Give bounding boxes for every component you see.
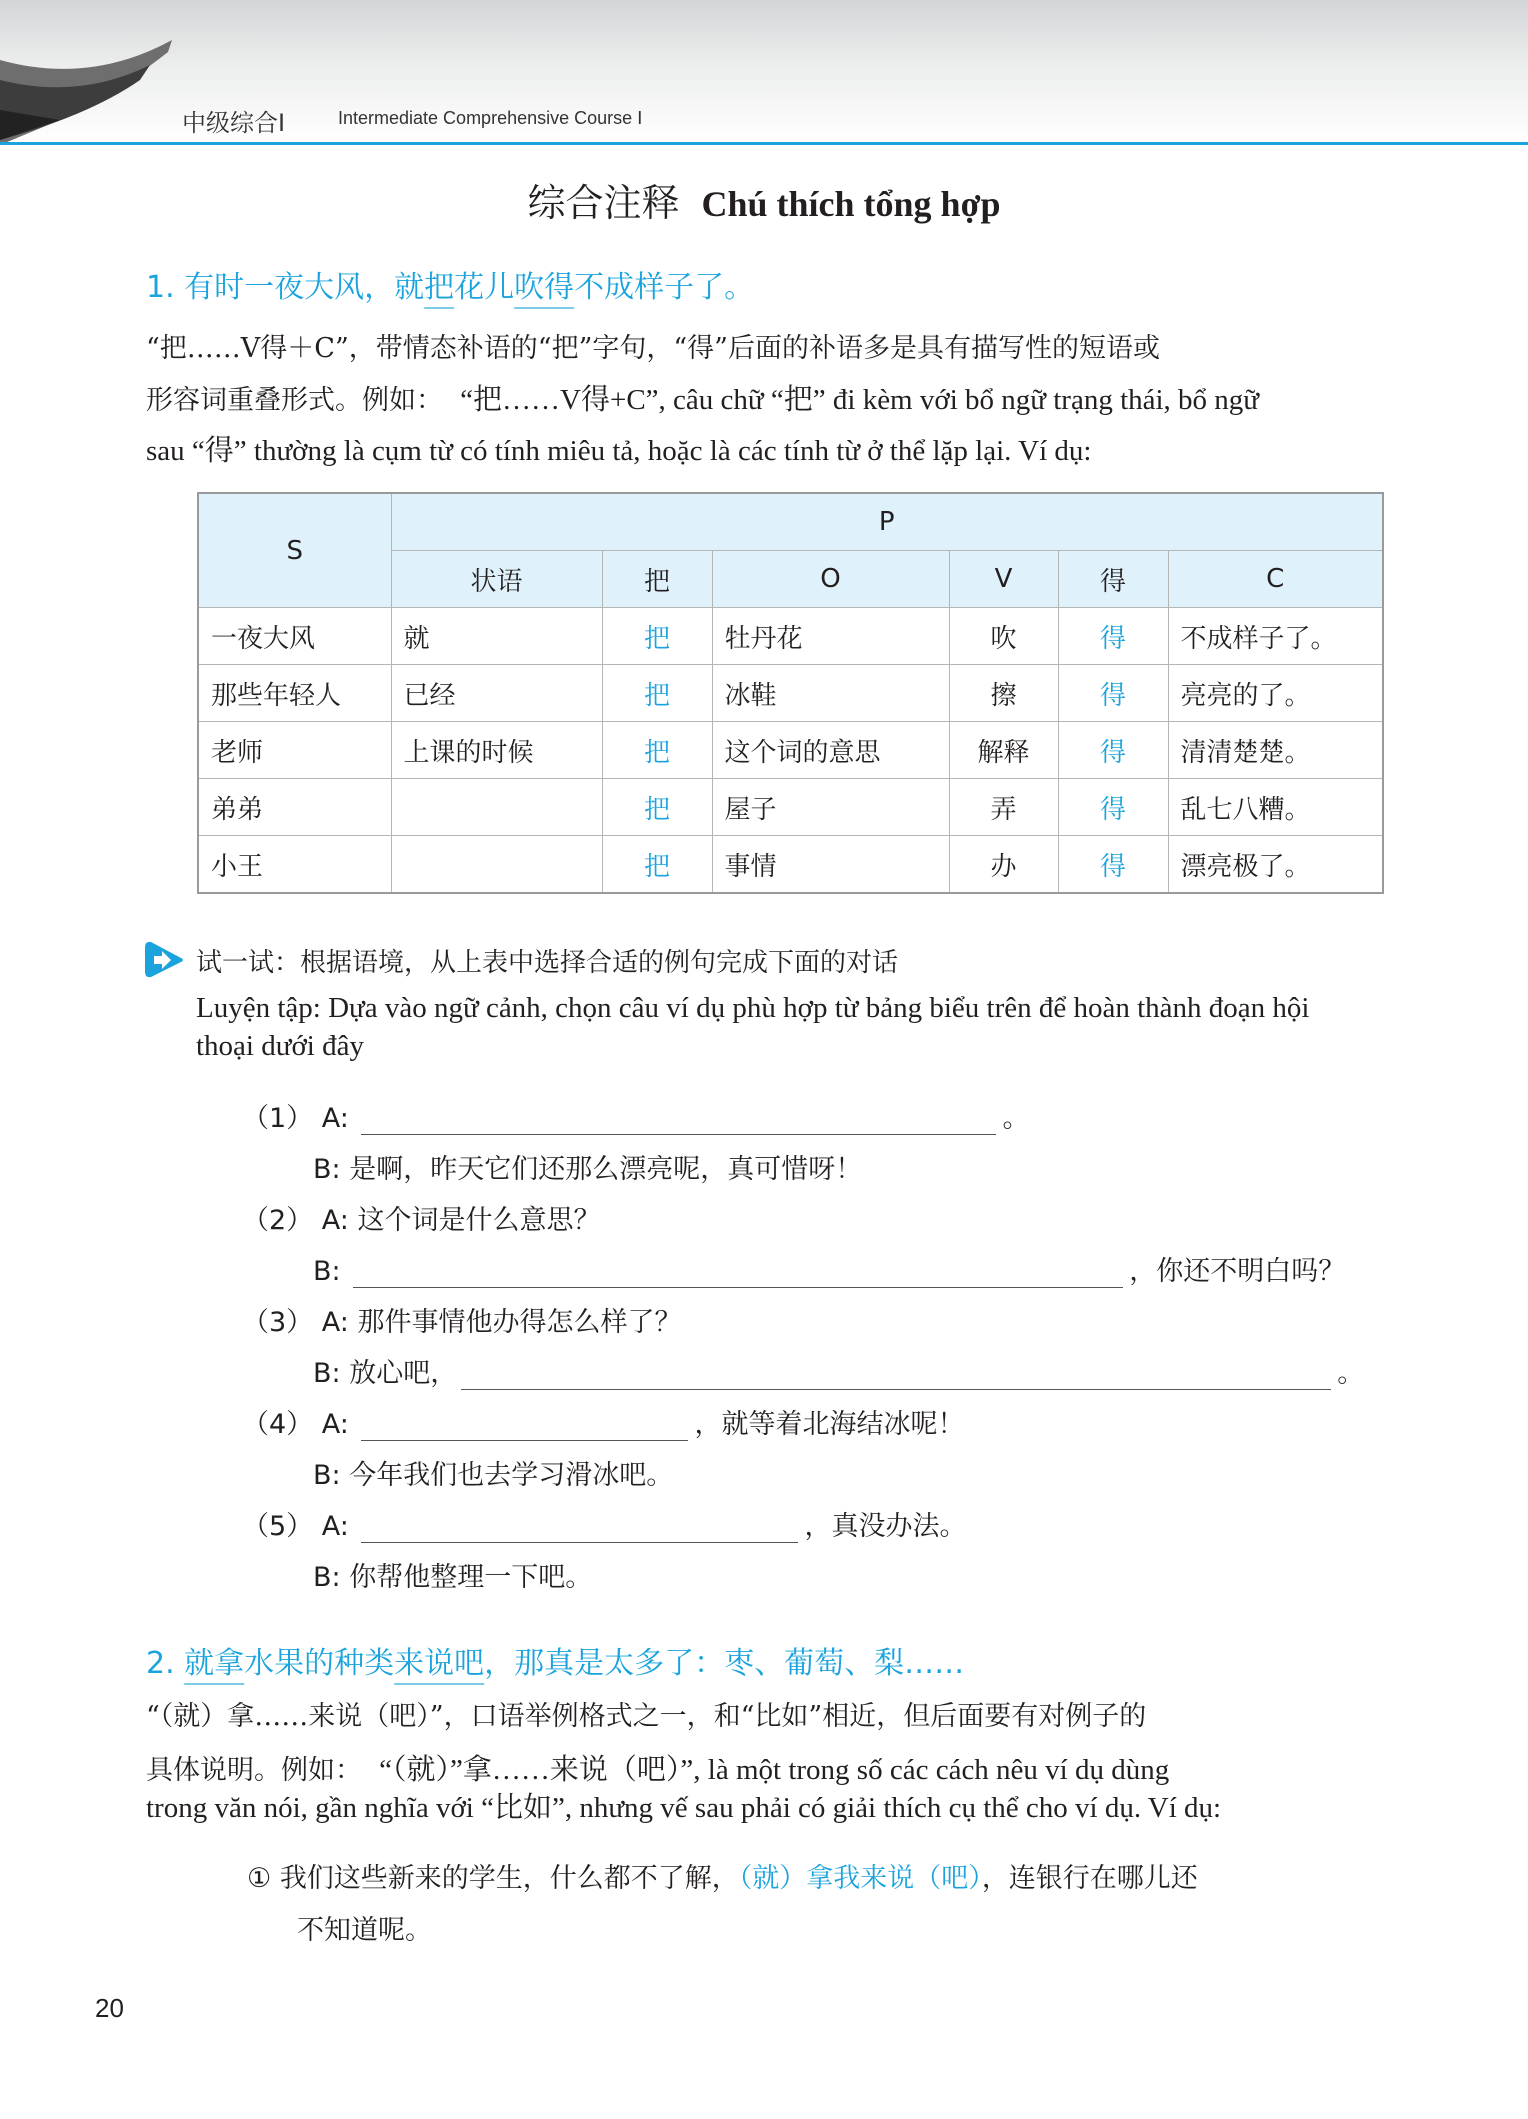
- dialogue-line: [313, 1147, 862, 1186]
- cell-adv: 就: [391, 608, 602, 665]
- answer-blank-1[interactable]: [361, 1104, 996, 1135]
- page-title: [0, 172, 1528, 227]
- cell-v: 办: [949, 836, 1058, 894]
- cell-v: 弄: [949, 779, 1058, 836]
- example-text: 不知道呢。: [297, 1915, 432, 1946]
- explanation-vn: sau “得” thường là cụm từ có tính miêu tả, hoặc là các tính từ ở thể lặp lại. Ví dụ:: [146, 435, 1092, 467]
- explanation-line: [146, 1747, 1169, 1788]
- dialogue-number: （5）: [242, 1511, 314, 1542]
- practice-instruction-vn: Luyện tập: Dựa vào ngữ cảnh, chọn câu ví dụ phù hợp từ bảng biểu trên để hoàn thành đoạn hội: [196, 992, 1310, 1024]
- header-divider: [0, 142, 1528, 145]
- dialogue-line: [242, 1198, 600, 1237]
- cell-ba: 把: [602, 608, 712, 665]
- cell-o: 牡丹花: [712, 608, 949, 665]
- cell-o: 冰鞋: [712, 665, 949, 722]
- header-p: P: [391, 493, 1383, 551]
- col-header: C: [1168, 551, 1383, 608]
- table-row: [198, 836, 1383, 894]
- cell-de: 得: [1058, 608, 1168, 665]
- explanation-line: [146, 428, 1091, 469]
- speaker-a: A:: [321, 1307, 349, 1338]
- table-row: [198, 665, 1383, 722]
- dialogue-line: [242, 1504, 966, 1543]
- explanation-line: “（就）拿……来说（吧）”，口语举例格式之一，和“比如”相近，但后面要有对例子的: [146, 1701, 1147, 1732]
- dialogue-number: （2）: [242, 1205, 314, 1236]
- cell-adv: [391, 836, 602, 894]
- dialogue-text: 。: [1337, 1358, 1365, 1389]
- dialogue-line: [313, 1351, 1364, 1390]
- section2-heading: [146, 1638, 964, 1682]
- speaker-b: B:: [313, 1460, 341, 1491]
- speaker-b: B:: [313, 1154, 341, 1185]
- cell-adv: 已经: [391, 665, 602, 722]
- explanation-vn: “（就）”拿……来说（吧）”, là một trong số các cách nêu ví dụ dùng: [379, 1754, 1170, 1786]
- cell-c: 亮亮的了。: [1168, 665, 1383, 722]
- heading-number: 1.: [146, 270, 185, 305]
- dialogue-number: （4）: [242, 1409, 314, 1440]
- cell-de: 得: [1058, 665, 1168, 722]
- heading-number: 2.: [146, 1646, 185, 1681]
- cell-s: 小王: [198, 836, 391, 894]
- example-number: ①: [247, 1863, 272, 1894]
- cell-c: 漂亮极了。: [1168, 836, 1383, 894]
- example-sentence: [247, 1856, 1198, 1895]
- table-row: [198, 722, 1383, 779]
- speaker-a: A:: [321, 1103, 349, 1134]
- arrow-right-icon: [143, 940, 185, 980]
- dialogue-text: 那件事情他办得怎么样了？: [357, 1307, 682, 1338]
- col-header: 得: [1058, 551, 1168, 608]
- heading-underlined: 就拿: [184, 1646, 245, 1681]
- dialogue-text: ，就等着北海结冰呢！: [694, 1409, 965, 1440]
- speaker-a: A:: [321, 1511, 349, 1542]
- course-title-cn: 中级综合Ⅰ: [182, 109, 286, 137]
- title-vn: Chú thích tổng hợp: [701, 184, 1001, 224]
- example-highlight: （就）拿我来说（吧）: [738, 1863, 982, 1894]
- heading-text: ，那真是太多了：枣、葡萄、梨……: [484, 1646, 965, 1681]
- explanation-line: “把……V得＋C”，带情态补语的“把”字句，“得”后面的补语多是具有描写性的短语或: [146, 333, 1160, 364]
- dialogue-line: [242, 1300, 681, 1339]
- pagoda-roof-image: [0, 40, 180, 145]
- explanation-cn: 形容词重叠形式。例如：: [146, 385, 443, 416]
- dialogue-text: 你帮他整理一下吧。: [349, 1562, 593, 1593]
- grammar-table: [197, 492, 1384, 894]
- example-text: 我们这些新来的学生，什么都不了解，: [279, 1863, 739, 1894]
- dialogue-line: [313, 1249, 1345, 1288]
- page-number: 20: [95, 1993, 124, 2023]
- dialogue-line: [313, 1555, 592, 1594]
- cell-c: 清清楚楚。: [1168, 722, 1383, 779]
- speaker-b: B:: [313, 1562, 341, 1593]
- answer-blank-4[interactable]: [361, 1410, 688, 1441]
- speaker-b: B:: [313, 1256, 341, 1287]
- cell-ba: 把: [602, 779, 712, 836]
- cell-c: 乱七八糟。: [1168, 779, 1383, 836]
- cell-v: 擦: [949, 665, 1058, 722]
- answer-blank-3[interactable]: [461, 1359, 1331, 1390]
- cell-adv: [391, 779, 602, 836]
- cell-de: 得: [1058, 722, 1168, 779]
- dialogue-number: （3）: [242, 1307, 314, 1338]
- col-header: 把: [602, 551, 712, 608]
- heading-underlined: 吹得: [514, 270, 575, 305]
- heading-text: 不成样子了。: [574, 270, 755, 305]
- practice-instruction-vn: thoại dưới đây: [196, 1030, 364, 1062]
- answer-blank-2[interactable]: [353, 1257, 1123, 1288]
- practice-instruction-cn: 试一试：根据语境，从上表中选择合适的例句完成下面的对话: [196, 948, 899, 978]
- answer-blank-5[interactable]: [361, 1512, 798, 1543]
- explanation-line: [146, 377, 1259, 418]
- course-title-en: Intermediate Comprehensive Course Ⅰ: [338, 108, 643, 128]
- cell-s: 那些年轻人: [198, 665, 391, 722]
- heading-text: 水果的种类: [244, 1646, 395, 1681]
- col-header: 状语: [391, 551, 602, 608]
- dialogue-text: 这个词是什么意思？: [357, 1205, 601, 1236]
- title-cn: 综合注释: [527, 181, 680, 225]
- dialogue-line: [242, 1096, 1029, 1135]
- cell-v: 解释: [949, 722, 1058, 779]
- cell-o: 屋子: [712, 779, 949, 836]
- cell-ba: 把: [602, 836, 712, 894]
- cell-ba: 把: [602, 665, 712, 722]
- dialogue-text: ，真没办法。: [804, 1511, 967, 1542]
- heading-text: 有时一夜大风，就: [184, 270, 425, 305]
- cell-s: 一夜大风: [198, 608, 391, 665]
- cell-s: 弟弟: [198, 779, 391, 836]
- col-header: V: [949, 551, 1058, 608]
- cell-c: 不成样子了。: [1168, 608, 1383, 665]
- cell-v: 吹: [949, 608, 1058, 665]
- cell-o: 事情: [712, 836, 949, 894]
- explanation-vn: “把……V得+C”, câu chữ “把” đi kèm với bổ ngữ trạng thái, bổ ngữ: [460, 384, 1260, 416]
- cell-de: 得: [1058, 836, 1168, 894]
- heading-underlined: 来说吧: [394, 1646, 485, 1681]
- cell-adv: 上课的时候: [391, 722, 602, 779]
- cell-s: 老师: [198, 722, 391, 779]
- section1-heading: [146, 262, 754, 306]
- speaker-a: A:: [321, 1409, 349, 1440]
- speaker-b: B:: [313, 1358, 341, 1389]
- dialogue-number: （1）: [242, 1103, 314, 1134]
- example-text: ，连银行在哪儿还: [981, 1863, 1198, 1894]
- dialogue-text: ，你还不明白吗？: [1129, 1256, 1346, 1287]
- cell-de: 得: [1058, 779, 1168, 836]
- dialogue-text: 。: [1002, 1103, 1030, 1134]
- dialogue-text: 放心吧，: [349, 1358, 458, 1389]
- explanation-cn: 具体说明。例如：: [146, 1755, 362, 1786]
- table-row: [198, 779, 1383, 836]
- explanation-vn: trong văn nói, gần nghĩa với “比如”, nhưng vế sau phải có giải thích cụ thể cho ví dụ. Ví dụ:: [146, 1792, 1222, 1824]
- header-s: S: [198, 493, 391, 608]
- speaker-a: A:: [321, 1205, 349, 1236]
- heading-underlined: 把: [424, 270, 455, 305]
- cell-ba: 把: [602, 722, 712, 779]
- dialogue-line: [242, 1402, 964, 1441]
- cell-o: 这个词的意思: [712, 722, 949, 779]
- col-header: O: [712, 551, 949, 608]
- dialogue-text: 今年我们也去学习滑冰吧。: [349, 1460, 674, 1491]
- heading-text: 花儿: [454, 270, 515, 305]
- dialogue-text: 是啊，昨天它们还那么漂亮呢，真可惜呀！: [349, 1154, 863, 1185]
- table-row: [198, 608, 1383, 665]
- dialogue-line: [313, 1453, 673, 1492]
